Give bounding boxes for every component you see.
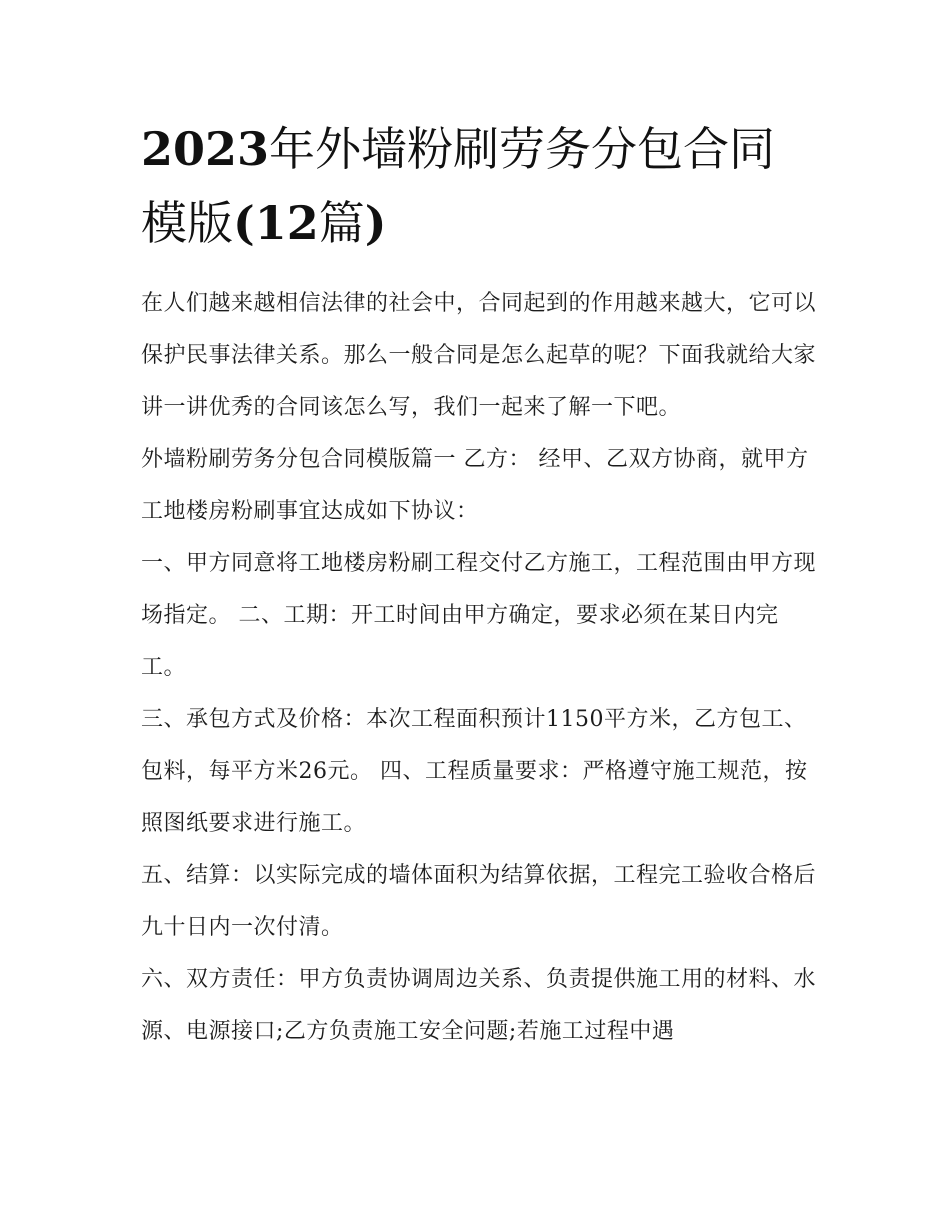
title-part: (12 bbox=[233, 196, 319, 250]
contract-heading-paragraph: 外墙粉刷劳务分包合同模版篇一 乙方： 经甲、乙双方协商，就甲方工地楼房粉刷事宜达成如下协议： bbox=[141, 447, 809, 524]
title-part: ) bbox=[364, 196, 387, 250]
title-part: 年外墙粉刷劳务分包合同模版 bbox=[141, 122, 776, 250]
title-part: 2023 bbox=[141, 122, 270, 176]
clause-paragraph: 五、结算：以实际完成的墙体面积为结算依据，工程完工验收合格后九十日内一次付清。 bbox=[141, 863, 817, 940]
document-body bbox=[141, 112, 817, 1058]
intro-paragraph: 在人们越来越相信法律的社会中，合同起到的作用越来越大，它可以保护民事法律关系。那么一般合同是怎么起草的呢？下面我就给大家讲一讲优秀的合同该怎么写，我们一起来了解一下吧。 bbox=[141, 291, 817, 420]
clause-paragraph: 三、承包方式及价格：本次工程面积预计1150平方米，乙方包工、包料，每平方米26元。 四、工程质量要求：严格遵守施工规范，按照图纸要求进行施工。 bbox=[141, 707, 808, 836]
document-title bbox=[141, 112, 817, 260]
clause-paragraph: 六、双方责任：甲方负责协调周边关系、负责提供施工用的材料、水源、电源接口;乙方负责施工安全问题;若施工过程中遇 bbox=[141, 967, 817, 1044]
title-part: 篇 bbox=[318, 196, 365, 250]
clause-paragraph: 一、甲方同意将工地楼房粉刷工程交付乙方施工，工程范围由甲方现场指定。 二、工期：开工时间由甲方确定，要求必须在某日内完工。 bbox=[141, 551, 817, 680]
